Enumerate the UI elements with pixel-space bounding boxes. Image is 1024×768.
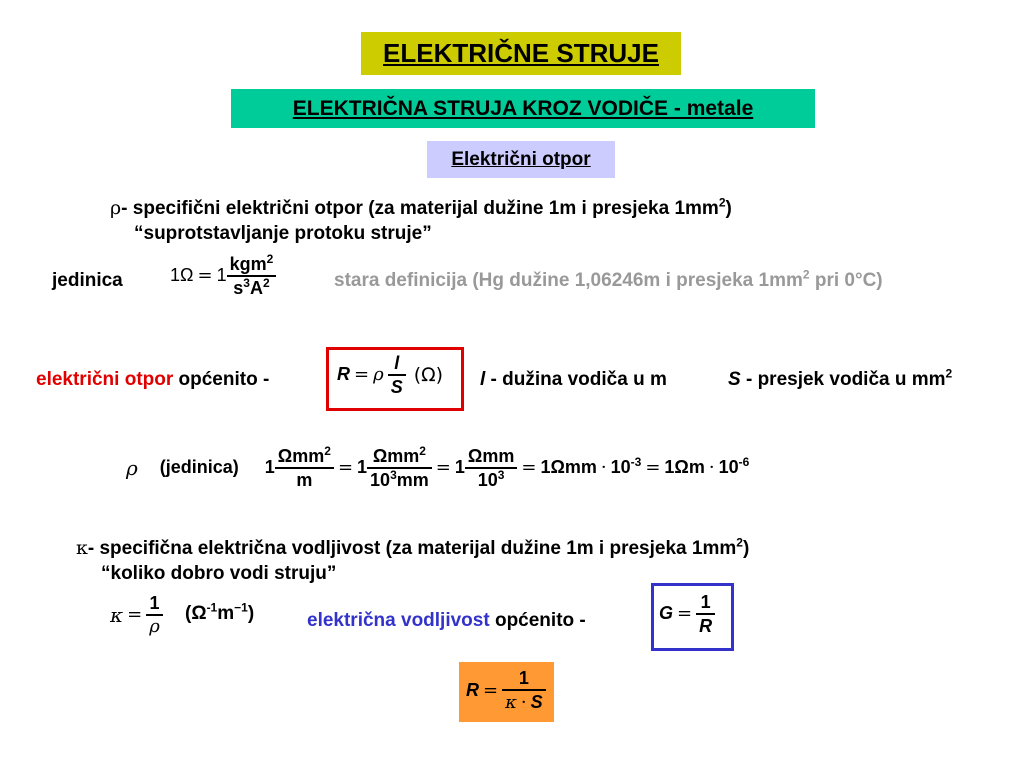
conductivity-label-blue: električna vodljivost bbox=[307, 610, 490, 631]
rho-c1: 1 bbox=[264, 457, 275, 478]
rho-symbol: ρ bbox=[110, 197, 122, 219]
eq-4: = bbox=[645, 457, 661, 479]
final-den-S: S bbox=[530, 691, 543, 712]
old-definition-sup: 2 bbox=[802, 267, 810, 282]
t5b: 10 bbox=[718, 457, 739, 478]
l-over-S-fraction bbox=[388, 352, 406, 398]
ohm-den-s-sup: 3 bbox=[243, 275, 250, 290]
f2-num: Ωmm bbox=[372, 446, 420, 466]
rho-c3: 1 bbox=[454, 457, 465, 478]
formula-G: G bbox=[659, 603, 674, 624]
ohm-num: kgm bbox=[229, 254, 267, 274]
equals-sign: = bbox=[197, 265, 213, 287]
rho-symbol-2: ρ bbox=[126, 455, 138, 480]
dot-2: · bbox=[708, 457, 715, 479]
f1-num-sup: 2 bbox=[324, 444, 331, 458]
final-fraction bbox=[502, 667, 546, 714]
S-symbol: S bbox=[728, 369, 741, 390]
t5: 1Ωm bbox=[664, 457, 705, 478]
old-definition-end: pri 0°C) bbox=[809, 270, 883, 291]
kappa-num: 1 bbox=[149, 593, 160, 613]
kappa-formula bbox=[110, 592, 163, 638]
dot-1: · bbox=[600, 457, 607, 479]
final-den-kappa: κ bbox=[505, 691, 517, 713]
ohm-unit-formula bbox=[170, 253, 276, 299]
formula-R: R bbox=[337, 364, 350, 385]
l-symbol: l bbox=[480, 369, 486, 390]
f3-den: 10 bbox=[477, 469, 498, 490]
old-definition bbox=[334, 267, 883, 292]
eq-3: = bbox=[521, 457, 537, 479]
kappa-den: ρ bbox=[149, 615, 160, 637]
ohm-coef: 1 bbox=[216, 265, 227, 286]
f2-den-a-sup: 3 bbox=[390, 467, 397, 482]
kappa-symbol: κ bbox=[76, 537, 88, 559]
t4: 1Ωmm bbox=[540, 457, 597, 478]
f1-den: m bbox=[296, 469, 313, 490]
rho-unit-label: (jedinica) bbox=[159, 457, 239, 478]
ohm-lhs: 1Ω bbox=[170, 265, 194, 286]
l-description: - dužina vodiča u m bbox=[485, 369, 667, 390]
f2-den-b: mm bbox=[396, 469, 429, 490]
kappa-definition-sup: 2 bbox=[736, 535, 743, 550]
G-den: R bbox=[699, 615, 713, 636]
ohm-den-a-sup: 2 bbox=[262, 275, 270, 290]
final-eq: = bbox=[483, 679, 499, 701]
eq-1: = bbox=[337, 457, 354, 479]
fraction-l: l bbox=[394, 353, 400, 373]
ohm-fraction bbox=[227, 253, 277, 299]
subtitle: ELEKTRIČNA STRUJA KROZ VODIČE - metale bbox=[231, 89, 815, 128]
t5b-sup: -6 bbox=[738, 455, 750, 470]
ohm-num-sup: 2 bbox=[266, 252, 274, 266]
final-num: 1 bbox=[518, 668, 529, 688]
G-fraction bbox=[696, 591, 715, 637]
f2-den-a: 10 bbox=[370, 469, 391, 490]
formula-G-eq: = bbox=[677, 603, 693, 625]
unit-label: jedinica bbox=[52, 270, 123, 291]
rho-definition-close: ) bbox=[725, 198, 732, 219]
kappa-unit-sup2: −1 bbox=[234, 600, 248, 615]
kappa-sym-2: κ bbox=[110, 602, 124, 627]
final-formula bbox=[466, 667, 546, 714]
rho-definition-sup: 2 bbox=[718, 195, 726, 210]
formula-eq: = bbox=[354, 364, 370, 386]
kappa-quote: “koliko dobro vodi struju” bbox=[101, 563, 337, 584]
old-definition-text: stara definicija (Hg dužine 1,06246m i presjeka 1mm bbox=[334, 270, 803, 291]
rho-definition-text: - specifični električni otpor (za materijal dužine 1m i presjeka 1mm bbox=[121, 198, 719, 219]
G-num: 1 bbox=[700, 592, 711, 612]
conductance-formula bbox=[659, 591, 715, 637]
final-R: R bbox=[466, 679, 479, 700]
final-den-dot: · bbox=[520, 691, 527, 713]
kappa-unit-sup1: -1 bbox=[206, 600, 218, 615]
length-desc bbox=[480, 369, 667, 391]
conductivity-label bbox=[307, 610, 586, 632]
conductivity-label-rest: općenito - bbox=[489, 610, 586, 631]
f1-num: Ωmm bbox=[277, 446, 325, 466]
kappa-definition bbox=[76, 537, 749, 560]
t4b: 10 bbox=[610, 457, 631, 478]
f3-num: Ωmm bbox=[467, 446, 515, 466]
ohm-den-s: s bbox=[233, 277, 244, 298]
resistance-label bbox=[36, 369, 269, 391]
rho-frac-2 bbox=[367, 445, 432, 491]
rho-c2: 1 bbox=[357, 457, 368, 478]
rho-frac-1 bbox=[275, 445, 334, 491]
rho-quote: “suprotstavljanje protoku struje” bbox=[134, 223, 432, 244]
main-title: ELEKTRIČNE STRUJE bbox=[361, 32, 681, 75]
kappa-unit-open: (Ω bbox=[185, 603, 207, 624]
fraction-S: S bbox=[390, 376, 403, 397]
resistance-label-rest: općenito - bbox=[173, 369, 270, 390]
kappa-unit-m: m bbox=[217, 603, 235, 624]
resistance-label-red: električni otpor bbox=[36, 369, 174, 390]
kappa-definition-text: - specifična električna vodljivost (za materijal dužine 1m i presjeka 1mm bbox=[87, 538, 737, 559]
ohm-den-a: A bbox=[249, 277, 263, 298]
t4b-sup: -3 bbox=[630, 455, 642, 470]
f3-den-sup: 3 bbox=[497, 467, 505, 482]
kappa-definition-close: ) bbox=[742, 538, 750, 559]
S-description: - presjek vodiča u mm bbox=[740, 369, 946, 390]
eq-2: = bbox=[435, 457, 451, 479]
section-title: Električni otpor bbox=[427, 141, 615, 178]
formula-rho: ρ bbox=[373, 364, 384, 386]
kappa-unit-close: ) bbox=[247, 603, 255, 624]
resistance-formula bbox=[337, 352, 443, 398]
kappa-eq: = bbox=[127, 604, 143, 626]
ohm-unit: (Ω) bbox=[413, 363, 444, 386]
rho-definition bbox=[110, 197, 732, 220]
kappa-unit bbox=[185, 600, 255, 625]
f2-num-sup: 2 bbox=[419, 444, 426, 458]
rho-frac-3 bbox=[465, 445, 517, 491]
rho-unit-formula bbox=[126, 445, 749, 491]
section-desc bbox=[728, 366, 953, 391]
S-description-sup: 2 bbox=[945, 366, 953, 381]
kappa-fraction bbox=[146, 592, 163, 638]
